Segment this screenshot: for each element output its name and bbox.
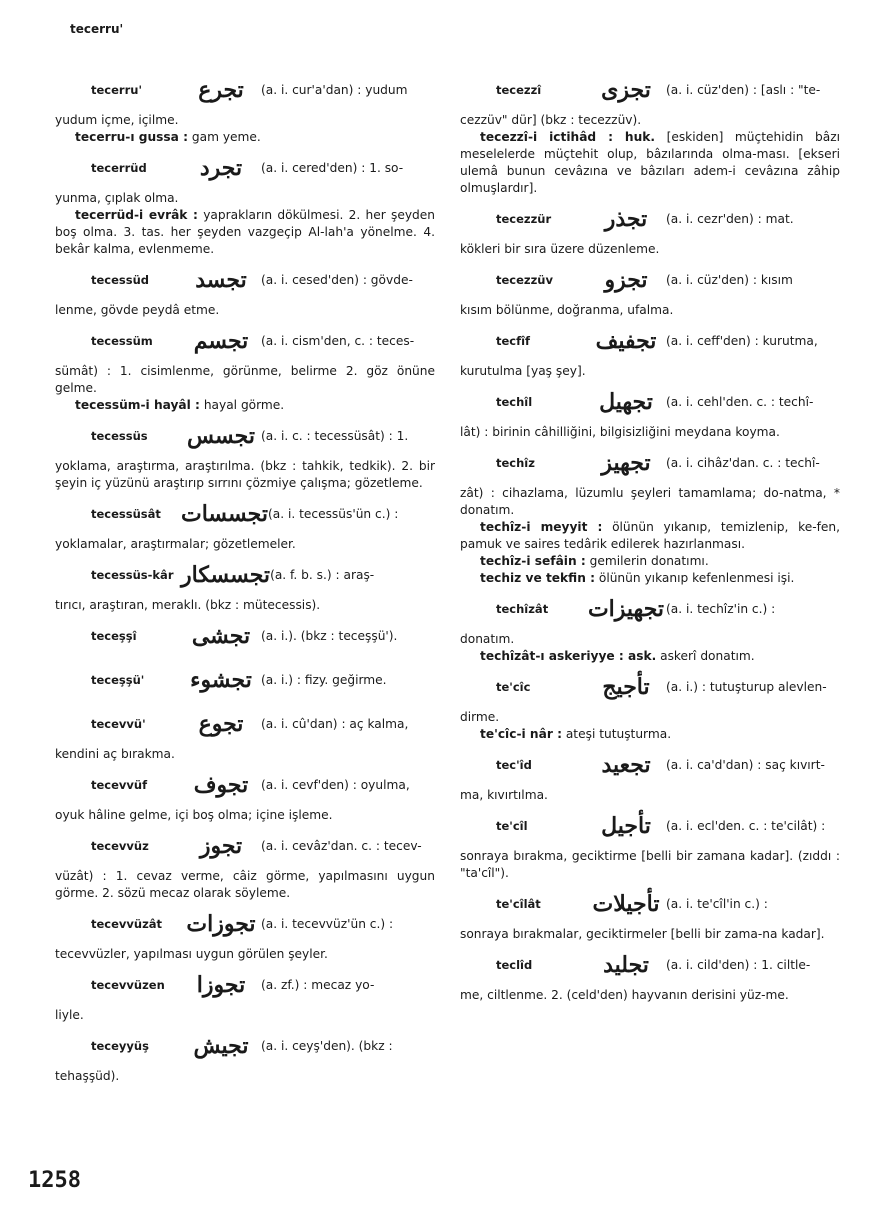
arabic-spelling: تجسس bbox=[187, 422, 255, 449]
entry-etymology: (a. i. cism'den, c. : teces- bbox=[261, 333, 415, 348]
sub-entry-headword: tecerrüd-i evrâk : bbox=[75, 208, 198, 222]
entry-etymology: (a. i. cur'a'dan) : yudum bbox=[261, 82, 408, 97]
entry-headword: tecessüd bbox=[91, 272, 150, 287]
sub-entry bbox=[55, 129, 435, 146]
dictionary-entry bbox=[460, 665, 840, 743]
entry-headline bbox=[460, 319, 840, 363]
entry-headline bbox=[55, 492, 435, 536]
entry-headline bbox=[460, 258, 840, 302]
entry-etymology: (a. i. tecessüs'ün c.) : bbox=[268, 506, 399, 521]
entry-headword: tecessüs bbox=[91, 428, 148, 443]
dictionary-entry bbox=[55, 146, 435, 258]
dictionary-entry bbox=[55, 258, 435, 319]
entry-etymology: (a. i. cüz'den) : [aslı : "te- bbox=[666, 82, 821, 97]
arabic-spelling: تجزى bbox=[601, 76, 651, 103]
entry-headline bbox=[55, 553, 435, 597]
dictionary-entry bbox=[55, 963, 435, 1024]
entry-headline bbox=[55, 763, 435, 807]
entry-headline bbox=[55, 68, 435, 112]
entry-headword: tecezzüv bbox=[496, 272, 553, 287]
entry-headline bbox=[55, 1024, 435, 1068]
arabic-spelling: تجشى bbox=[191, 622, 251, 649]
entry-definition: tehaşşüd). bbox=[55, 1069, 120, 1083]
arabic-spelling: تجرع bbox=[198, 76, 244, 103]
sub-entry-headword: tecezzî-i ictihâd : huk. bbox=[480, 130, 655, 144]
entry-headword: tecezzî bbox=[496, 82, 542, 97]
arabic-spelling: تجذر bbox=[604, 205, 648, 232]
entry-definition: tırıcı, araştıran, meraklı. (bkz : mütecessis). bbox=[55, 598, 321, 612]
entry-headword: te'cîl bbox=[496, 818, 528, 833]
entry-definition: tecevvüzler, yapılması uygun görülen şeyler. bbox=[55, 947, 328, 961]
running-head: tecerru' bbox=[70, 22, 124, 36]
sub-entry-headword: tecessüm-i hayâl : bbox=[75, 398, 200, 412]
entry-definition: vüzât) : 1. cevaz verme, câiz görme, yapılmasını uygun görme. 2. sözü mecaz olarak söyleme. bbox=[55, 869, 435, 900]
sub-entry-headword: techîz-i sefâin : bbox=[480, 554, 586, 568]
entry-headword: tecessüsât bbox=[91, 506, 161, 521]
entry-etymology: (a. i.) : tutuşturup alevlen- bbox=[666, 679, 827, 694]
dictionary-entry bbox=[55, 553, 435, 614]
dictionary-entry bbox=[55, 492, 435, 553]
entry-etymology: (a. i. cevf'den) : oyulma, bbox=[261, 777, 410, 792]
entry-headline bbox=[460, 587, 840, 631]
entry-headline bbox=[460, 441, 840, 485]
entry-headline bbox=[460, 68, 840, 112]
entry-headline bbox=[55, 658, 435, 702]
entry-etymology: (a. i. cevâz'dan. c. : tecev- bbox=[261, 838, 422, 853]
dictionary-entry bbox=[460, 197, 840, 258]
dictionary-entry bbox=[55, 68, 435, 146]
arabic-spelling: تجسسات bbox=[181, 500, 268, 527]
entry-definition: kurutulma [yaş şey]. bbox=[460, 364, 586, 378]
sub-entry-headword: techiz ve tekfin : bbox=[480, 571, 595, 585]
entry-headline bbox=[460, 197, 840, 241]
sub-entry-headword: techîzât-ı askeriyye : ask. bbox=[480, 649, 657, 663]
entry-headline bbox=[460, 665, 840, 709]
dictionary-entry bbox=[55, 319, 435, 414]
dictionary-entry bbox=[460, 258, 840, 319]
entry-headword: tecevvüf bbox=[91, 777, 148, 792]
entry-headword: tecerrüd bbox=[91, 160, 147, 175]
entry-definition: yudum içme, içilme. bbox=[55, 113, 179, 127]
entry-definition: dirme. bbox=[460, 710, 500, 724]
entry-definition: yoklamalar, araştırmalar; gözetlemeler. bbox=[55, 537, 296, 551]
sub-entry-definition: ölünün yıkanıp, temizlenip, ke-fen, pamuk ve saires tedârik edilerek hazırlanması. bbox=[460, 520, 840, 551]
dictionary-entry bbox=[55, 902, 435, 963]
sub-entry-definition: gemilerin donatımı. bbox=[589, 554, 709, 568]
entry-headword: tecevvüz bbox=[91, 838, 149, 853]
entry-headword: tecessüs-kâr bbox=[91, 567, 174, 582]
arabic-spelling: تجوز bbox=[199, 832, 243, 859]
entry-etymology: (a. zf.) : mecaz yo- bbox=[261, 977, 375, 992]
entry-definition: donatım. bbox=[460, 632, 515, 646]
entry-definition: ma, kıvırtılma. bbox=[460, 788, 548, 802]
entry-etymology: (a. i. techîz'in c.) : bbox=[666, 601, 776, 616]
dictionary-entry bbox=[460, 743, 840, 804]
arabic-spelling: تجسسكار bbox=[181, 561, 271, 588]
entry-etymology: (a. i. ca'd'dan) : saç kıvırt- bbox=[666, 757, 825, 772]
arabic-spelling: تجهيل bbox=[599, 388, 653, 415]
dictionary-entry bbox=[460, 380, 840, 441]
dictionary-entry bbox=[460, 319, 840, 380]
entry-headline bbox=[460, 380, 840, 424]
sub-entry-definition: hayal görme. bbox=[203, 398, 285, 412]
entry-headword: tecezzür bbox=[496, 211, 552, 226]
entry-headline bbox=[460, 743, 840, 787]
entry-definition: kısım bölünme, doğranma, ufalma. bbox=[460, 303, 674, 317]
entry-headline bbox=[460, 943, 840, 987]
sub-entry bbox=[460, 519, 840, 553]
entry-etymology: (a. i.). (bkz : teceşşü'). bbox=[261, 628, 398, 643]
entry-headline bbox=[55, 258, 435, 302]
entry-definition: sümât) : 1. cisimlenme, görünme, belirme 2. göz önüne gelme. bbox=[55, 364, 435, 395]
entry-headword: techîz bbox=[496, 455, 535, 470]
entry-headline bbox=[55, 902, 435, 946]
entry-headline bbox=[55, 614, 435, 658]
entry-headword: tecevvüzen bbox=[91, 977, 165, 992]
dictionary-entry bbox=[460, 804, 840, 882]
sub-entry bbox=[460, 648, 840, 665]
entry-definition: me, ciltlenme. 2. (celd'den) hayvanın derisini yüz-me. bbox=[460, 988, 789, 1002]
entry-etymology: (a. i. cihâz'dan. c. : techî- bbox=[666, 455, 820, 470]
sub-entry-definition: ateşi tutuşturma. bbox=[565, 727, 672, 741]
sub-entry-definition: yaprakların dökülmesi. 2. her şeyden boş olma. 3. tas. her şeyden vazgeçip Al-lah'a yönelme. 4. bekâr kalma, evlenmeme. bbox=[55, 208, 435, 256]
dictionary-entry bbox=[55, 702, 435, 763]
arabic-spelling: تجوع bbox=[198, 710, 244, 737]
entry-headword: tecevvüzât bbox=[91, 916, 163, 931]
entry-definition: sonraya bırakmalar, geciktirmeler [belli bir zama-na kadar]. bbox=[460, 927, 825, 941]
entry-etymology: (a. i. cild'den) : 1. ciltle- bbox=[666, 957, 811, 972]
sub-entry-definition: gam yeme. bbox=[191, 130, 261, 144]
entry-headword: tecfîf bbox=[496, 333, 531, 348]
dictionary-entry bbox=[460, 68, 840, 197]
dictionary-entry bbox=[55, 824, 435, 902]
arabic-spelling: تجشوء bbox=[190, 666, 252, 693]
page-number: 1258 bbox=[28, 1168, 81, 1193]
dictionary-entry bbox=[55, 658, 435, 702]
entry-headword: teclîd bbox=[496, 957, 533, 972]
dictionary-entry bbox=[460, 441, 840, 587]
entry-etymology: (a. i. te'cîl'in c.) : bbox=[666, 896, 768, 911]
sub-entry bbox=[460, 553, 840, 570]
arabic-spelling: تأجيل bbox=[601, 812, 651, 839]
entry-definition: lât) : birinin câhilliğini, bilgisizliğini meydana koyma. bbox=[460, 425, 780, 439]
sub-entry bbox=[55, 207, 435, 258]
entry-etymology: (a. i.) : fizy. geğirme. bbox=[261, 672, 387, 687]
entry-headline bbox=[55, 702, 435, 746]
entry-etymology: (a. i. ecl'den. c. : te'cilât) : bbox=[666, 818, 826, 833]
entry-headline bbox=[460, 804, 840, 848]
right-column bbox=[460, 68, 840, 1004]
left-column bbox=[55, 68, 435, 1085]
entry-etymology: (a. i. cû'dan) : aç kalma, bbox=[261, 716, 409, 731]
entry-headword: tec'îd bbox=[496, 757, 532, 772]
entry-definition: oyuk hâline gelme, içi boş olma; içine işleme. bbox=[55, 808, 333, 822]
arabic-spelling: تجيش bbox=[193, 1032, 249, 1059]
entry-headline bbox=[460, 882, 840, 926]
entry-headword: te'cîlât bbox=[496, 896, 541, 911]
sub-entry bbox=[460, 129, 840, 197]
entry-headword: techîzât bbox=[496, 601, 549, 616]
entry-headword: techîl bbox=[496, 394, 533, 409]
entry-etymology: (a. i. tecevvüz'ün c.) : bbox=[261, 916, 394, 931]
entry-definition: cezzüv" dür] (bkz : tecezzüv). bbox=[460, 113, 642, 127]
arabic-spelling: تجوزا bbox=[196, 971, 246, 998]
entry-headword: teceyyüş bbox=[91, 1038, 149, 1053]
arabic-spelling: تجرد bbox=[199, 154, 243, 181]
entry-definition: yunma, çıplak olma. bbox=[55, 191, 179, 205]
sub-entry bbox=[460, 570, 840, 587]
entry-etymology: (a. i. cüz'den) : kısım bbox=[666, 272, 793, 287]
entry-headword: tecevvü' bbox=[91, 716, 146, 731]
dictionary-entry bbox=[55, 414, 435, 492]
dictionary-entry bbox=[55, 614, 435, 658]
sub-entry-definition: ölünün yıkanıp kefenlenmesi işi. bbox=[598, 571, 795, 585]
entry-definition: liyle. bbox=[55, 1008, 84, 1022]
arabic-spelling: تجسم bbox=[193, 327, 249, 354]
entry-etymology: (a. i. cezr'den) : mat. bbox=[666, 211, 794, 226]
sub-entry bbox=[460, 726, 840, 743]
entry-definition: sonraya bırakma, geciktirme [belli bir zamana kadar]. (zıddı : "ta'cîl"). bbox=[460, 849, 840, 880]
entry-headword: te'cîc bbox=[496, 679, 531, 694]
sub-entry-headword: tecerru-ı gussa : bbox=[75, 130, 189, 144]
dictionary-entry bbox=[55, 1024, 435, 1085]
arabic-spelling: تجعيد bbox=[601, 751, 651, 778]
arabic-spelling: تجهيزات bbox=[587, 595, 665, 622]
sub-entry bbox=[55, 397, 435, 414]
sub-entry-definition: askerî donatım. bbox=[660, 649, 755, 663]
arabic-spelling: تأجيلات bbox=[592, 890, 660, 917]
sub-entry-headword: te'cîc-i nâr : bbox=[480, 727, 562, 741]
entry-headword: teceşşü' bbox=[91, 672, 145, 687]
entry-etymology: (a. i. c. : tecessüsât) : 1. bbox=[261, 428, 409, 443]
entry-etymology: (a. i. cehl'den. c. : techî- bbox=[666, 394, 814, 409]
entry-etymology: (a. i. ceff'den) : kurutma, bbox=[666, 333, 818, 348]
entry-definition: lenme, gövde peydâ etme. bbox=[55, 303, 220, 317]
entry-headword: teceşşî bbox=[91, 628, 137, 643]
dictionary-entry bbox=[460, 943, 840, 1004]
arabic-spelling: تجسد bbox=[195, 266, 247, 293]
arabic-spelling: تجفيف bbox=[595, 327, 657, 354]
entry-definition: kendini aç bırakma. bbox=[55, 747, 175, 761]
sub-entry-definition: [eskiden] müçtehidin bâzı meselelerde müçtehit olup, bâzılarında olma-ması. [ekseri ulemâ bunun cevâzına ve bâzıları adem-i cevâzına zâhip olmuşlardır]. bbox=[460, 130, 841, 195]
entry-etymology: (a. i. cered'den) : 1. so- bbox=[261, 160, 404, 175]
arabic-spelling: تجليد bbox=[603, 951, 649, 978]
dictionary-entry bbox=[460, 587, 840, 665]
entry-etymology: (a. i. ceyş'den). (bkz : bbox=[261, 1038, 393, 1053]
entry-headword: tecessüm bbox=[91, 333, 153, 348]
entry-definition: yoklama, araştırma, araştırılma. (bkz : tahkik, tedkik). 2. bir şeyin iç yüzünü araştırıp sırrını çözmiye çalışma; gözetleme. bbox=[55, 459, 435, 490]
entry-definition: kökleri bir sıra üzere düzenleme. bbox=[460, 242, 660, 256]
entry-headline bbox=[55, 963, 435, 1007]
entry-headline bbox=[55, 414, 435, 458]
entry-headline bbox=[55, 319, 435, 363]
entry-etymology: (a. i. cesed'den) : gövde- bbox=[261, 272, 413, 287]
dictionary-entry bbox=[55, 763, 435, 824]
entry-headline bbox=[55, 824, 435, 868]
entry-etymology: (a. f. b. s.) : araş- bbox=[270, 567, 375, 582]
dictionary-entry bbox=[460, 882, 840, 943]
entry-headline bbox=[55, 146, 435, 190]
arabic-spelling: تأجيج bbox=[602, 673, 650, 700]
arabic-spelling: تجزو bbox=[604, 266, 648, 293]
sub-entry-headword: techîz-i meyyit : bbox=[480, 520, 603, 534]
arabic-spelling: تجوزات bbox=[186, 910, 256, 937]
entry-definition: zât) : cihazlama, lüzumlu şeyleri tamamlama; do-natma, * donatım. bbox=[460, 486, 840, 517]
arabic-spelling: تجوف bbox=[193, 771, 249, 798]
arabic-spelling: تجهيز bbox=[601, 449, 651, 476]
entry-headword: tecerru' bbox=[91, 82, 142, 97]
